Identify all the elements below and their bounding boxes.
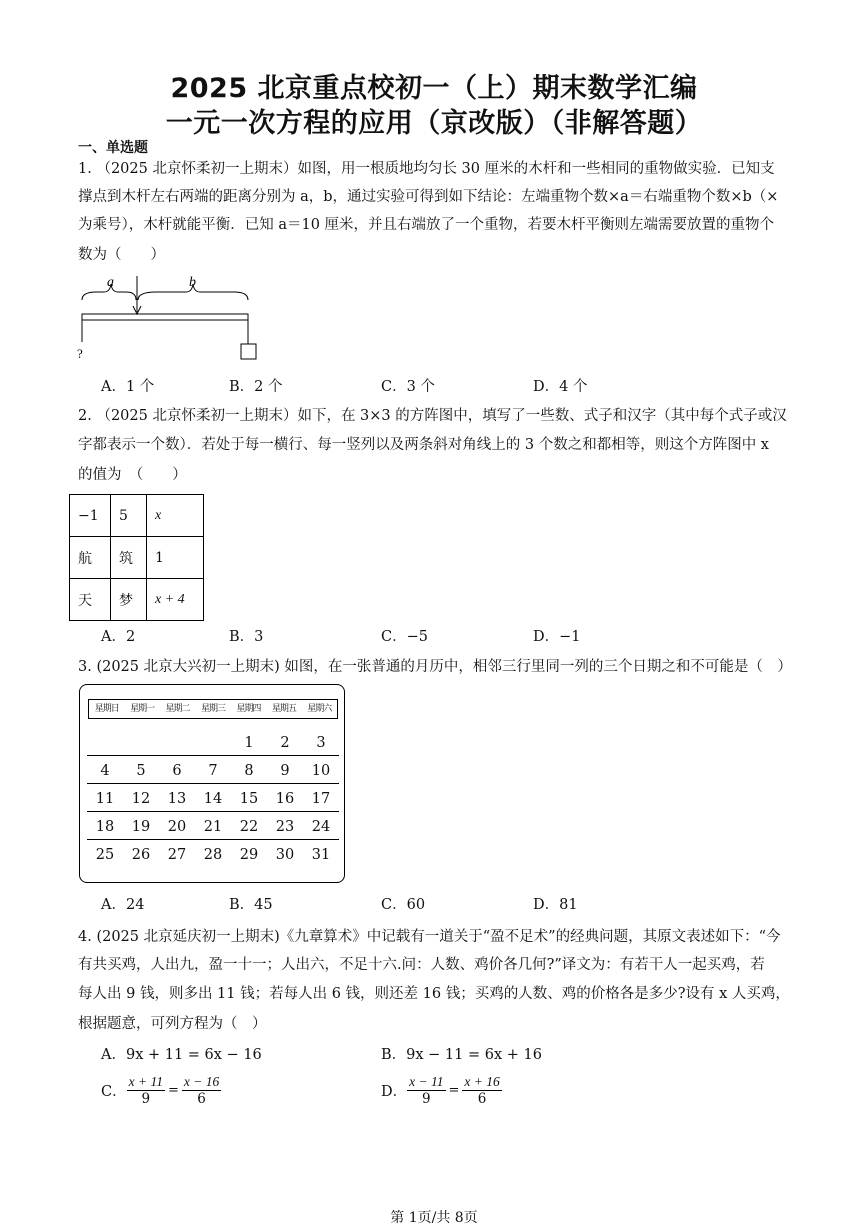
calendar-day: 4 — [100, 763, 110, 779]
q1-line-2: 撑点到木杆左右两端的距离分别为 a，b，通过实验可得到如下结论：左端重物个数×a＝右端重物个数×b（× — [78, 189, 779, 205]
calendar-day: 30 — [275, 847, 295, 863]
calendar-day: 18 — [95, 819, 115, 835]
calendar-day: 24 — [311, 819, 331, 835]
calendar-day: 8 — [244, 763, 254, 779]
q3-line-1: 3. (2025 北京大兴初一上期末) 如图，在一张普通的月历中，相邻三行里同一列的三个日期之和不可能是（ ） — [78, 659, 792, 675]
q2-line-3: 的值为 （ ） — [78, 467, 187, 483]
lever-figure — [76, 272, 276, 364]
calendar-row — [87, 735, 339, 756]
q2-line-2: 字都表示一个数）．若处于每一横行、每一竖列以及两条斜对角线上的 3 个数之和都相等，则这个方阵图中 x — [78, 437, 769, 453]
fraction: $\frac{x - 11}{9}$ — [409, 1074, 444, 1107]
calendar-day: 9 — [280, 763, 290, 779]
label-unknown: ? — [77, 346, 83, 361]
weekday-label: 星期三 — [200, 704, 225, 714]
calendar-day: 5 — [136, 763, 146, 779]
grid-cell: x — [147, 495, 204, 537]
calendar-day: 2 — [280, 735, 290, 751]
magic-square — [69, 494, 204, 621]
calendar-day: 23 — [275, 819, 295, 835]
calendar-day: 22 — [239, 819, 259, 835]
calendar-row — [87, 847, 339, 863]
q1-option-d[interactable]: D．4 个 — [533, 379, 588, 395]
grid-cell: 航 — [70, 537, 111, 579]
calendar-day — [195, 735, 231, 751]
q3-option-d[interactable]: D．81 — [533, 897, 578, 913]
calendar-day: 3 — [316, 735, 326, 751]
calendar-day: 28 — [203, 847, 223, 863]
q4-line-4: 根据题意，可列方程为（ ） — [78, 1016, 267, 1032]
equals-sign: = — [167, 1083, 179, 1098]
grid-cell: −1 — [70, 495, 111, 537]
grid-cell: 筑 — [111, 537, 147, 579]
q2-line-1: 2. （2025 北京怀柔初一上期末）如下，在 3×3 的方阵图中，填写了一些数、式子和汉字（其中每个式子或汉 — [78, 408, 787, 424]
q1-option-b[interactable]: B．2 个 — [229, 379, 283, 395]
calendar-day: 26 — [131, 847, 151, 863]
calendar-day: 21 — [203, 819, 223, 835]
calendar-day: 10 — [311, 763, 331, 779]
q4-option-d[interactable] — [381, 1073, 502, 1108]
q2-option-a[interactable]: A．2 — [101, 629, 136, 645]
q1-line-3: 为乘号），木杆就能平衡．已知 a＝10 厘米，并且右端放了一个重物，若要木杆平衡则左端需要放置的重物个 — [78, 217, 775, 233]
weekday-label: 星期一 — [130, 704, 155, 714]
calendar — [79, 684, 345, 883]
calendar-row — [87, 791, 339, 812]
q3-option-c[interactable]: C．60 — [381, 897, 426, 913]
q2-option-b[interactable]: B．3 — [229, 629, 264, 645]
grid-cell: 5 — [111, 495, 147, 537]
q4-option-c[interactable] — [101, 1073, 221, 1108]
calendar-day — [123, 735, 159, 751]
q1-line-1: 1. （2025 北京怀柔初一上期末）如图，用一根质地均匀长 30 厘米的木杆和一些相同的重物做实验．已知支 — [78, 161, 775, 177]
fraction: $\frac{x + 11}{9}$ — [128, 1074, 163, 1107]
q1-option-a[interactable]: A．1 个 — [101, 379, 155, 395]
weekday-label: 星期六 — [307, 704, 332, 714]
q2-option-c[interactable]: C．−5 — [381, 629, 428, 645]
weekday-label: 星期日 — [94, 704, 119, 714]
q4-line-3: 每人出 9 钱，则多出 11 钱；若每人出 6 钱，则还差 16 钱；买鸡的人数、鸡的价格各是多少?设有 x 人买鸡， — [78, 986, 790, 1002]
calendar-day: 6 — [172, 763, 182, 779]
grid-cell: 梦 — [111, 579, 147, 621]
equals-sign: = — [448, 1083, 460, 1098]
q4-line-1: 4. (2025 北京延庆初一上期末)《九章算术》中记载有一道关于“盈不足术”的经典问题，其原文表述如下：“今 — [78, 929, 781, 945]
label-a: a — [107, 275, 114, 290]
q4-option-a[interactable]: A．9x + 11 = 6x − 16 — [101, 1047, 262, 1063]
section-heading: 一、单选题 — [78, 140, 148, 156]
calendar-day: 27 — [167, 847, 187, 863]
page-title: 2025 北京重点校初一（上）期末数学汇编 — [170, 73, 698, 104]
calendar-day: 11 — [95, 791, 115, 807]
page-number: 第 1页/共 8页 — [390, 1210, 478, 1226]
calendar-day: 15 — [239, 791, 259, 807]
option-label: D． — [381, 1084, 408, 1100]
calendar-day: 29 — [239, 847, 259, 863]
calendar-day: 12 — [131, 791, 151, 807]
calendar-row — [87, 819, 339, 840]
right-weight — [241, 344, 256, 359]
weekday-label: 星期二 — [165, 704, 190, 714]
q3-option-a[interactable]: A．24 — [101, 897, 145, 913]
calendar-day — [159, 735, 195, 751]
q4-option-b[interactable]: B．9x − 11 = 6x + 16 — [381, 1047, 542, 1063]
q4-line-2: 有共买鸡，人出九，盈一十一；人出六，不足十六.问：人数、鸡价各几何?”译文为：有若干人一起买鸡，若 — [78, 957, 765, 973]
q1-line-4: 数为（ ） — [78, 247, 165, 263]
grid-cell: 1 — [147, 537, 204, 579]
fraction: $\frac{x + 16}{6}$ — [464, 1074, 500, 1107]
page-subtitle: 一元一次方程的应用（京改版）（非解答题） — [165, 108, 703, 139]
calendar-day: 14 — [203, 791, 223, 807]
option-label: C． — [101, 1084, 127, 1100]
grid-cell: x + 4 — [147, 579, 204, 621]
rod — [82, 314, 248, 320]
calendar-day: 17 — [311, 791, 331, 807]
weekday-label: 星期五 — [271, 704, 296, 714]
calendar-day: 31 — [311, 847, 331, 863]
calendar-day: 19 — [131, 819, 151, 835]
q3-option-b[interactable]: B．45 — [229, 897, 273, 913]
calendar-day: 1 — [244, 735, 254, 751]
label-b: b — [189, 275, 196, 290]
calendar-row — [87, 763, 339, 784]
calendar-header — [88, 699, 338, 719]
weekday-label: 星期四 — [236, 704, 261, 714]
calendar-day — [87, 735, 123, 751]
calendar-day: 20 — [167, 819, 187, 835]
fraction: $\frac{x - 16}{6}$ — [183, 1074, 220, 1107]
calendar-day: 7 — [208, 763, 218, 779]
calendar-day: 13 — [167, 791, 187, 807]
calendar-day: 25 — [95, 847, 115, 863]
q2-option-d[interactable]: D．−1 — [533, 629, 581, 645]
calendar-day: 16 — [275, 791, 295, 807]
grid-cell: 天 — [70, 579, 111, 621]
q1-option-c[interactable]: C．3 个 — [381, 379, 435, 395]
